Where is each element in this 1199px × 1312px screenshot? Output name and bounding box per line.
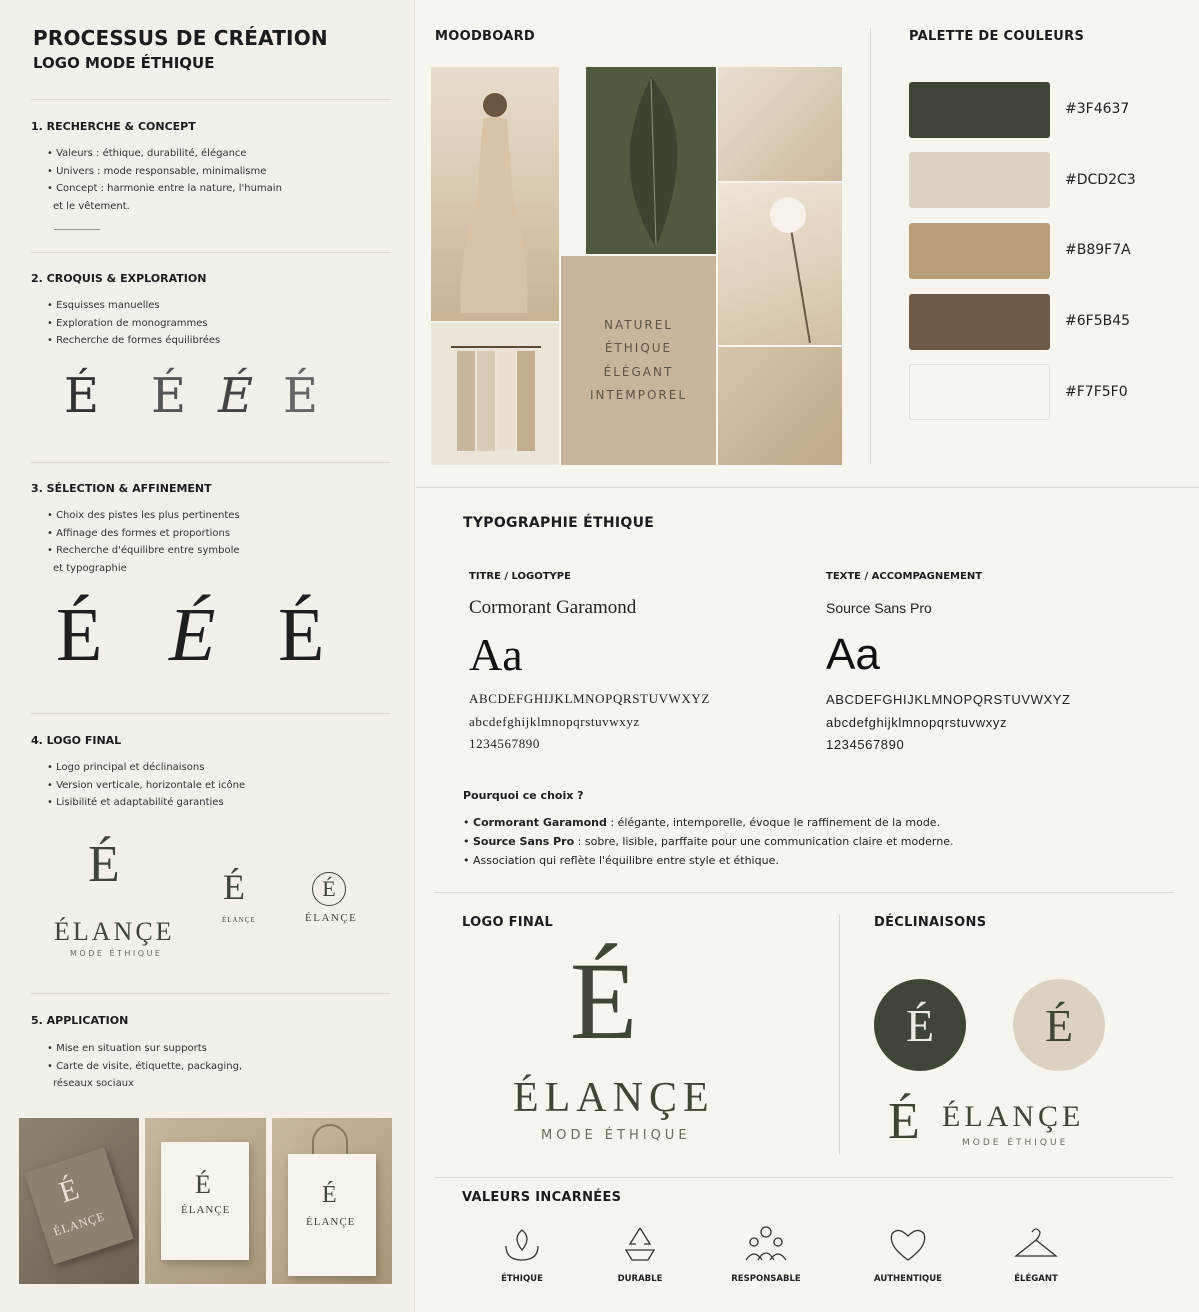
tag-monogram: É — [55, 1172, 83, 1210]
list-item: • Lisibilité et adaptabilité garanties — [47, 797, 224, 808]
divider — [54, 229, 100, 230]
logo-dark-circle — [874, 979, 966, 1071]
hex-code: #6F5B45 — [1065, 313, 1131, 329]
refined-monogram: É — [56, 593, 103, 677]
hang-tag — [24, 1147, 134, 1264]
type-col-label: TITRE / LOGOTYPE — [469, 571, 571, 582]
list-item: • Mise en situation sur supports — [47, 1043, 207, 1054]
moodboard-cotton-image — [718, 183, 842, 345]
font-sample-serif: Aa — [469, 629, 523, 680]
hex-code: #B89F7A — [1065, 242, 1131, 258]
step-1-list — [47, 145, 287, 215]
step-2-title: 2. CROQUIS & EXPLORATION — [31, 272, 207, 285]
sketch-monogram: É — [64, 368, 100, 424]
why-item: • Association qui reflète l'équilibre entre style et éthique. — [463, 854, 779, 867]
final-wordmark: ÉLANÇE — [513, 1075, 715, 1121]
hex-code: #3F4637 — [1065, 101, 1130, 117]
mood-word: ÉLÉGANT — [603, 364, 674, 379]
page-subtitle: LOGO MODE ÉTHIQUE — [33, 54, 215, 72]
people-icon — [742, 1224, 790, 1264]
step-4-list — [47, 759, 287, 812]
step-5-title: 5. APPLICATION — [31, 1014, 129, 1027]
list-item: • Esquisses manuelles — [47, 300, 160, 311]
card-monogram: É — [195, 1170, 211, 1199]
list-item: et le vêtement. — [53, 200, 130, 212]
digits: 1234567890 — [826, 737, 905, 752]
logo-wordmark-icon: ÉLANÇE — [305, 912, 358, 924]
font-name-sans: Source Sans Pro — [826, 600, 932, 616]
divider — [870, 28, 871, 464]
font-sample-sans: Aa — [826, 630, 880, 679]
step-3-list — [47, 507, 287, 577]
divider — [31, 252, 391, 253]
alphabet-upper: ABCDEFGHIJKLMNOPQRSTUVWXYZ — [826, 692, 1071, 707]
typography-title: TYPOGRAPHIE ÉTHIQUE — [463, 515, 655, 531]
final-monogram: É — [570, 940, 638, 1062]
list-item: • Exploration de monogrammes — [47, 317, 208, 329]
divider — [434, 1177, 1174, 1178]
leaf-icon — [586, 67, 716, 254]
values-title: VALEURS INCARNÉES — [462, 1190, 622, 1205]
logo-wordmark-small: ÉLANÇE — [222, 916, 256, 924]
mood-word: ÉTHIQUE — [604, 341, 673, 355]
type-col-label: TEXTE / ACCOMPAGNEMENT — [826, 571, 983, 582]
circle-monogram: É — [1044, 999, 1074, 1051]
sketch-monogram: É — [283, 368, 319, 424]
value-label: RESPONSABLE — [731, 1274, 801, 1284]
circle-monogram: É — [905, 999, 935, 1051]
sketch-monogram: É — [218, 368, 254, 424]
refined-monogram: É — [278, 593, 325, 677]
list-item: • Valeurs : éthique, durabilité, élégance — [47, 148, 247, 159]
list-item: • Univers : mode responsable, minimalisme — [47, 165, 267, 177]
list-item: et typographie — [53, 562, 127, 574]
leaf-hands-icon — [498, 1224, 546, 1264]
moodboard-shadow-image — [718, 347, 842, 465]
value-label: AUTHENTIQUE — [874, 1274, 942, 1284]
logo-tagline: MODE ÉTHIQUE — [70, 949, 163, 958]
digits: 1234567890 — [469, 736, 540, 751]
value-label: ÉLÉGANT — [1014, 1274, 1058, 1284]
logo-final-title: LOGO FINAL — [462, 915, 554, 930]
logo-wordmark: ÉLANÇE — [54, 917, 175, 946]
list-item: • Version verticale, horizontale et icône — [47, 779, 246, 791]
moodboard-words — [561, 256, 716, 465]
hanger-icon — [1012, 1224, 1060, 1264]
swatch-2 — [909, 152, 1050, 208]
divider — [416, 487, 1199, 488]
swatch-4 — [909, 294, 1050, 350]
alphabet-sans — [826, 689, 1071, 757]
divider — [31, 462, 391, 463]
woman-figure-icon — [431, 67, 559, 321]
business-card — [161, 1142, 249, 1260]
why-list — [463, 813, 954, 870]
step-4-title: 4. LOGO FINAL — [31, 734, 122, 747]
moodboard-woman-image — [431, 67, 559, 321]
palette-title: PALETTE DE COULEURS — [909, 29, 1085, 44]
logo-monogram-small: É — [223, 867, 245, 907]
recycle-icon — [616, 1224, 664, 1264]
horizontal-wordmark: ÉLANÇE — [942, 1100, 1085, 1133]
mood-word: INTEMPOREL — [589, 388, 688, 402]
logo-monogram: É — [88, 836, 120, 893]
final-tagline: MODE ÉTHIQUE — [541, 1128, 691, 1143]
tag-wordmark: ÉLANÇE — [51, 1208, 107, 1239]
heart-icon — [884, 1224, 932, 1264]
list-item: réseaux sociaux — [53, 1078, 134, 1089]
list-item: • Choix des pistes les plus pertinentes — [47, 510, 240, 521]
alphabet-lower: abcdefghijklmnopqrstuvwxyz — [469, 713, 640, 729]
list-item: • Recherche d'équilibre entre symbole — [47, 545, 240, 556]
list-item: • Carte de visite, étiquette, packaging, — [47, 1060, 243, 1072]
mockup-card — [145, 1118, 266, 1284]
step-2-list — [47, 297, 287, 350]
bag-monogram: É — [322, 1182, 337, 1208]
step-5-list — [47, 1040, 287, 1093]
value-label: ÉTHIQUE — [501, 1274, 543, 1284]
step-1-title: 1. RECHERCHE & CONCEPT — [31, 120, 196, 133]
refined-monogram: É — [169, 593, 216, 677]
cotton-flower-icon — [718, 183, 842, 345]
horizontal-tagline: MODE ÉTHIQUE — [962, 1138, 1069, 1148]
sketch-monogram: É — [151, 368, 187, 424]
list-item: • Affinage des formes et proportions — [47, 527, 231, 539]
mood-word: NATUREL — [604, 317, 673, 332]
divider — [31, 99, 391, 100]
logo-icon-circle — [312, 872, 346, 906]
moodboard-leaf-image — [586, 67, 716, 254]
swatch-5 — [909, 364, 1050, 420]
horizontal-monogram: É — [888, 1093, 920, 1150]
value-label: DURABLE — [617, 1274, 663, 1284]
why-title: Pourquoi ce choix ? — [463, 789, 584, 802]
moodboard-fabric-image — [718, 67, 842, 181]
logo-light-circle — [1013, 979, 1105, 1071]
font-name-serif: Cormorant Garamond — [469, 597, 637, 618]
alphabet-upper: ABCDEFGHIJKLMNOPQRSTUVWXYZ — [469, 691, 710, 706]
swatch-3 — [909, 223, 1050, 279]
why-item: • Source Sans Pro : sobre, lisible, parffaite pour une communication claire et moderne. — [463, 835, 954, 848]
step-3-title: 3. SÉLECTION & AFFINEMENT — [31, 482, 212, 495]
page-title: PROCESSUS DE CRÉATION — [33, 26, 328, 50]
moodboard-title: MOODBOARD — [435, 29, 536, 44]
hex-code: #DCD2C3 — [1065, 172, 1136, 188]
list-item: • Logo principal et déclinaisons — [47, 762, 205, 773]
alphabet-serif — [469, 688, 710, 756]
divider — [434, 892, 1174, 893]
shopping-bag — [288, 1154, 376, 1276]
bag-handle — [312, 1124, 348, 1158]
divider — [31, 713, 391, 714]
moodboard-clothes-image — [431, 323, 559, 465]
list-item: • Recherche de formes équilibrées — [47, 335, 221, 346]
divider — [31, 993, 391, 994]
list-item: • Concept : harmonie entre la nature, l'humain — [47, 183, 282, 194]
mockup-bag — [272, 1118, 392, 1284]
declinaisons-title: DÉCLINAISONS — [874, 915, 987, 930]
swatch-1 — [909, 82, 1050, 138]
alphabet-lower: abcdefghijklmnopqrstuvwxyz — [826, 714, 1008, 730]
logo-monogram-icon: É — [322, 876, 336, 901]
card-wordmark: ÉLANÇE — [181, 1204, 231, 1216]
why-item: • Cormorant Garamond : élégante, intemporelle, évoque le raffinement de la mode. — [463, 816, 941, 829]
clothing-rack-icon — [431, 323, 559, 465]
divider — [839, 915, 840, 1155]
mockup-hang-tag — [19, 1118, 139, 1284]
bag-wordmark: ÉLANÇE — [306, 1216, 356, 1228]
hex-code: #F7F5F0 — [1065, 384, 1128, 400]
